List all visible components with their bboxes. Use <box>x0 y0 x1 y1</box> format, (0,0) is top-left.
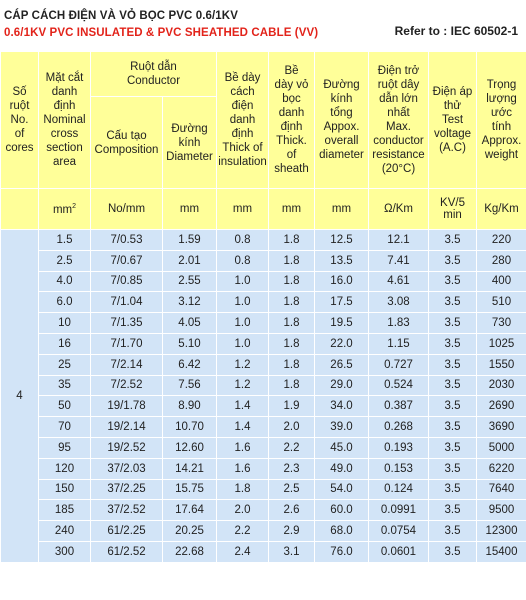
table-row <box>1 313 526 334</box>
cell-overall-diameter: 68.0 <box>315 521 369 542</box>
cell-resistance: 0.0601 <box>369 541 429 562</box>
cell-weight: 1550 <box>477 354 526 375</box>
cell-test-voltage: 3.5 <box>429 333 477 354</box>
cell-sheath: 1.8 <box>269 271 315 292</box>
header-line: Trọng <box>486 79 517 91</box>
header-line: dày vỏ <box>274 79 309 91</box>
cell-weight: 220 <box>477 230 526 251</box>
cell-diameter: 6.42 <box>163 354 217 375</box>
cell-composition: 7/1.35 <box>91 313 163 334</box>
cell-overall-diameter: 76.0 <box>315 541 369 562</box>
cell-weight: 15400 <box>477 541 526 562</box>
unit-overall: mm <box>315 189 369 230</box>
table-row <box>1 354 526 375</box>
cell-overall-diameter: 19.5 <box>315 313 369 334</box>
cell-sheath: 1.8 <box>269 333 315 354</box>
header-line: No. <box>10 114 29 126</box>
cell-composition: 7/0.67 <box>91 250 163 271</box>
cell-test-voltage: 3.5 <box>429 230 477 251</box>
cell-overall-diameter: 13.5 <box>315 250 369 271</box>
header-line: Nominal <box>43 114 86 126</box>
cell-resistance: 7.41 <box>369 250 429 271</box>
header-line: cross <box>50 128 79 140</box>
header-line: ruột dây <box>377 79 420 91</box>
cell-resistance: 1.15 <box>369 333 429 354</box>
cell-resistance: 0.0991 <box>369 500 429 521</box>
cell-overall-diameter: 17.5 <box>315 292 369 313</box>
header-line: Test <box>441 114 464 126</box>
header-resistance <box>369 52 429 189</box>
cell-composition: 19/1.78 <box>91 396 163 417</box>
header-line: (20°C) <box>381 163 416 175</box>
cell-resistance: 0.124 <box>369 479 429 500</box>
cell-overall-diameter: 12.5 <box>315 230 369 251</box>
cell-diameter: 2.55 <box>163 271 217 292</box>
cell-test-voltage: 3.5 <box>429 354 477 375</box>
header-line: cores <box>5 142 34 154</box>
header-line: insulation <box>218 156 267 168</box>
header-line: kính <box>330 93 353 105</box>
header-line: Thick. <box>276 135 307 147</box>
cell-area: 50 <box>39 396 91 417</box>
header-line: area <box>52 156 77 168</box>
cell-resistance: 12.1 <box>369 230 429 251</box>
cell-composition: 61/2.25 <box>91 521 163 542</box>
header-line: danh <box>278 107 305 119</box>
cell-weight: 9500 <box>477 500 526 521</box>
cell-insulation: 1.6 <box>217 437 269 458</box>
table-row <box>1 437 526 458</box>
cores-value: 4 <box>1 230 39 563</box>
cell-sheath: 1.9 <box>269 396 315 417</box>
cell-diameter: 3.12 <box>163 292 217 313</box>
table-row <box>1 292 526 313</box>
header-line: Thick of <box>222 142 263 154</box>
cell-area: 16 <box>39 333 91 354</box>
header-line: of <box>14 128 25 140</box>
table-row <box>1 271 526 292</box>
cell-area: 70 <box>39 417 91 438</box>
cell-diameter: 2.01 <box>163 250 217 271</box>
unit-insulation: mm <box>217 189 269 230</box>
cell-insulation: 0.8 <box>217 250 269 271</box>
cell-weight: 510 <box>477 292 526 313</box>
cell-weight: 730 <box>477 313 526 334</box>
cell-sheath: 2.0 <box>269 417 315 438</box>
unit-resistance: Ω/Km <box>369 189 429 230</box>
cell-insulation: 1.0 <box>217 333 269 354</box>
cell-test-voltage: 3.5 <box>429 458 477 479</box>
cell-composition: 7/1.70 <box>91 333 163 354</box>
header-line: Điện áp <box>432 86 473 98</box>
cell-diameter: 1.59 <box>163 230 217 251</box>
header-line: Conductor <box>126 75 181 87</box>
header-line: weight <box>484 149 519 161</box>
cell-overall-diameter: 26.5 <box>315 354 369 375</box>
cell-composition: 61/2.52 <box>91 541 163 562</box>
header-line: (A.C) <box>439 142 466 154</box>
cell-resistance: 0.524 <box>369 375 429 396</box>
cell-insulation: 1.0 <box>217 271 269 292</box>
title-english: 0.6/1KV PVC INSULATED & PVC SHEATHED CABLE (VV) <box>4 27 319 39</box>
cell-resistance: 0.268 <box>369 417 429 438</box>
header-composition <box>91 97 163 189</box>
cell-weight: 12300 <box>477 521 526 542</box>
table-row <box>1 521 526 542</box>
units-row <box>1 189 526 230</box>
table-row <box>1 458 526 479</box>
cell-insulation: 1.0 <box>217 313 269 334</box>
cell-diameter: 22.68 <box>163 541 217 562</box>
cell-area: 4.0 <box>39 271 91 292</box>
cell-weight: 1025 <box>477 333 526 354</box>
cell-insulation: 2.2 <box>217 521 269 542</box>
header-line: conductor <box>373 135 424 147</box>
header-line: tính <box>491 121 512 133</box>
cell-overall-diameter: 39.0 <box>315 417 369 438</box>
table-row <box>1 375 526 396</box>
header-line: danh <box>51 86 78 98</box>
cell-resistance: 0.727 <box>369 354 429 375</box>
cell-composition: 7/2.52 <box>91 375 163 396</box>
unit-sheath: mm <box>269 189 315 230</box>
cell-test-voltage: 3.5 <box>429 375 477 396</box>
cell-insulation: 1.0 <box>217 292 269 313</box>
standard-reference: Refer to : IEC 60502-1 <box>394 24 518 38</box>
unit-diameter: mm <box>163 189 217 230</box>
cell-overall-diameter: 29.0 <box>315 375 369 396</box>
cell-sheath: 1.8 <box>269 354 315 375</box>
header-line: ruột <box>9 100 30 112</box>
cell-area: 120 <box>39 458 91 479</box>
cell-insulation: 2.4 <box>217 541 269 562</box>
cell-composition: 37/2.52 <box>91 500 163 521</box>
cell-area: 150 <box>39 479 91 500</box>
header-line: thử <box>443 100 462 112</box>
cell-sheath: 3.1 <box>269 541 315 562</box>
header-row <box>1 52 526 97</box>
cell-resistance: 0.193 <box>369 437 429 458</box>
header-line: cách <box>230 86 255 98</box>
cell-insulation: 2.0 <box>217 500 269 521</box>
cell-insulation: 1.6 <box>217 458 269 479</box>
cell-area: 2.5 <box>39 250 91 271</box>
header-line: tổng <box>330 107 353 119</box>
cell-overall-diameter: 60.0 <box>315 500 369 521</box>
cell-weight: 2030 <box>477 375 526 396</box>
cell-area: 25 <box>39 354 91 375</box>
table-row <box>1 250 526 271</box>
cell-test-voltage: 3.5 <box>429 541 477 562</box>
cell-weight: 7640 <box>477 479 526 500</box>
header-sheath <box>269 52 315 189</box>
cell-diameter: 17.64 <box>163 500 217 521</box>
table-row <box>1 396 526 417</box>
header-conductor-group <box>91 52 217 97</box>
cell-composition: 7/1.04 <box>91 292 163 313</box>
cell-area: 35 <box>39 375 91 396</box>
cell-insulation: 1.2 <box>217 375 269 396</box>
unit-cores <box>1 189 39 230</box>
cell-overall-diameter: 49.0 <box>315 458 369 479</box>
cell-weight: 2690 <box>477 396 526 417</box>
cell-sheath: 1.8 <box>269 230 315 251</box>
header-line: diameter <box>319 149 364 161</box>
cell-resistance: 0.387 <box>369 396 429 417</box>
header-line: Diameter <box>166 150 213 163</box>
header-line: ước <box>491 107 512 119</box>
cell-diameter: 12.60 <box>163 437 217 458</box>
cell-area: 95 <box>39 437 91 458</box>
cell-weight: 280 <box>477 250 526 271</box>
header-overall-diameter <box>315 52 369 189</box>
cell-weight: 400 <box>477 271 526 292</box>
cell-composition: 7/0.53 <box>91 230 163 251</box>
header-weight <box>477 52 526 189</box>
cell-diameter: 4.05 <box>163 313 217 334</box>
cell-resistance: 4.61 <box>369 271 429 292</box>
unit-area: $mm^2$ <box>39 189 91 230</box>
table-row <box>1 333 526 354</box>
header-line: Số <box>12 86 27 98</box>
header-line: Mặt cắt <box>45 72 84 84</box>
cell-resistance: 3.08 <box>369 292 429 313</box>
cell-resistance: 0.0754 <box>369 521 429 542</box>
unit-composition: No/mm <box>91 189 163 230</box>
cell-diameter: 20.25 <box>163 521 217 542</box>
cell-insulation: 1.8 <box>217 479 269 500</box>
header-line: định <box>280 121 303 133</box>
header-line: điện <box>231 100 254 112</box>
cell-insulation: 1.4 <box>217 417 269 438</box>
header-line: Bề dày <box>224 72 261 84</box>
cell-insulation: 1.4 <box>217 396 269 417</box>
cell-composition: 7/2.14 <box>91 354 163 375</box>
cell-overall-diameter: 54.0 <box>315 479 369 500</box>
cell-overall-diameter: 16.0 <box>315 271 369 292</box>
cell-test-voltage: 3.5 <box>429 292 477 313</box>
cell-area: 240 <box>39 521 91 542</box>
unit-voltage: KV/5 min <box>429 189 477 230</box>
cell-sheath: 1.8 <box>269 375 315 396</box>
cell-sheath: 1.8 <box>269 313 315 334</box>
cell-weight: 6220 <box>477 458 526 479</box>
cell-test-voltage: 3.5 <box>429 396 477 417</box>
header-line: resistance <box>372 149 425 161</box>
cell-diameter: 10.70 <box>163 417 217 438</box>
cell-test-voltage: 3.5 <box>429 250 477 271</box>
header-line: dẫn lớn <box>379 93 418 105</box>
header-test-voltage <box>429 52 477 189</box>
cell-sheath: 2.3 <box>269 458 315 479</box>
header-line: of <box>286 149 297 161</box>
cell-composition: 19/2.14 <box>91 417 163 438</box>
cell-diameter: 15.75 <box>163 479 217 500</box>
header-diameter <box>163 97 217 189</box>
header-line: lượng <box>486 93 517 105</box>
header-line: Điện trở <box>377 65 420 77</box>
table-row <box>1 417 526 438</box>
header-line: Composition <box>94 143 159 156</box>
cell-insulation: 0.8 <box>217 230 269 251</box>
cell-resistance: 1.83 <box>369 313 429 334</box>
cell-test-voltage: 3.5 <box>429 313 477 334</box>
header-line: voltage <box>433 128 472 140</box>
header-line: nhất <box>387 107 410 119</box>
table-row <box>1 479 526 500</box>
header-line: overall <box>324 135 359 147</box>
cell-area: 300 <box>39 541 91 562</box>
cell-insulation: 1.2 <box>217 354 269 375</box>
header-line: Cấu tạo <box>106 129 147 142</box>
cell-sheath: 1.8 <box>269 292 315 313</box>
header-line: bọc <box>282 93 301 105</box>
header-insulation <box>217 52 269 189</box>
table-row <box>1 500 526 521</box>
header-line: Ruột dẫn <box>130 61 177 73</box>
cell-area: 10 <box>39 313 91 334</box>
cable-spec-table <box>0 51 526 563</box>
cell-resistance: 0.153 <box>369 458 429 479</box>
header-line: Approx. <box>481 135 522 147</box>
header-line: Bề <box>284 65 299 77</box>
cell-test-voltage: 3.5 <box>429 500 477 521</box>
cell-composition: 37/2.25 <box>91 479 163 500</box>
header-line: danh <box>229 114 256 126</box>
cell-test-voltage: 3.5 <box>429 271 477 292</box>
cell-sheath: 2.5 <box>269 479 315 500</box>
cell-weight: 5000 <box>477 437 526 458</box>
table-row <box>1 230 526 251</box>
header-line: Max. <box>386 121 411 133</box>
cell-diameter: 7.56 <box>163 375 217 396</box>
header-line: Đường <box>323 79 360 91</box>
header-line: section <box>46 142 83 154</box>
cell-sheath: 2.6 <box>269 500 315 521</box>
cell-composition: 19/2.52 <box>91 437 163 458</box>
cell-sheath: 2.9 <box>269 521 315 542</box>
cell-overall-diameter: 22.0 <box>315 333 369 354</box>
cell-test-voltage: 3.5 <box>429 417 477 438</box>
title-vietnamese: CÁP CÁCH ĐIỆN VÀ VỎ BỌC PVC 0.6/1KV <box>4 10 238 22</box>
cell-test-voltage: 3.5 <box>429 521 477 542</box>
cell-diameter: 5.10 <box>163 333 217 354</box>
cell-test-voltage: 3.5 <box>429 437 477 458</box>
header-line: định <box>231 128 254 140</box>
unit-weight: Kg/Km <box>477 189 526 230</box>
cell-area: 1.5 <box>39 230 91 251</box>
cell-composition: 7/0.85 <box>91 271 163 292</box>
cell-test-voltage: 3.5 <box>429 479 477 500</box>
page-header <box>4 6 522 46</box>
cell-weight: 3690 <box>477 417 526 438</box>
header-area <box>39 52 91 189</box>
cell-overall-diameter: 45.0 <box>315 437 369 458</box>
header-line: Appox. <box>323 121 360 133</box>
cell-composition: 37/2.03 <box>91 458 163 479</box>
cell-overall-diameter: 34.0 <box>315 396 369 417</box>
header-line: Đường <box>171 122 208 135</box>
table-row <box>1 541 526 562</box>
cell-sheath: 2.2 <box>269 437 315 458</box>
cell-diameter: 8.90 <box>163 396 217 417</box>
cell-area: 185 <box>39 500 91 521</box>
header-line: định <box>53 100 76 112</box>
cell-sheath: 1.8 <box>269 250 315 271</box>
cell-diameter: 14.21 <box>163 458 217 479</box>
header-cores <box>1 52 39 189</box>
cell-area: 6.0 <box>39 292 91 313</box>
header-line: kính <box>178 136 201 149</box>
header-line: sheath <box>274 163 309 175</box>
